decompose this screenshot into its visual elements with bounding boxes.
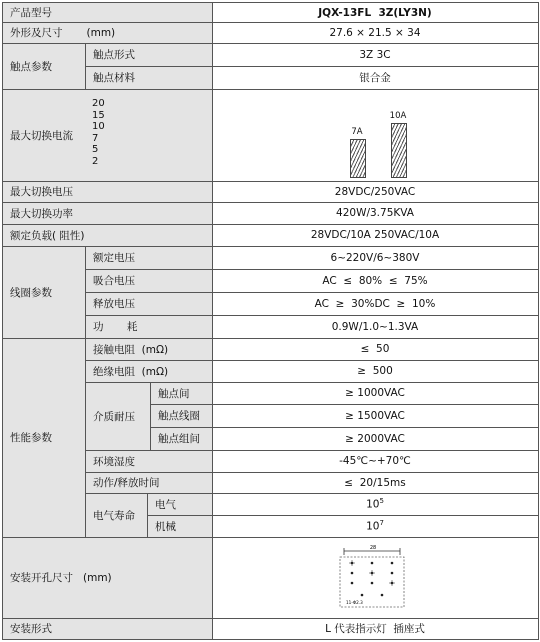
coil-row-label-cell xyxy=(85,292,212,315)
ambient-temp-label-cell xyxy=(85,450,212,472)
column-divider xyxy=(85,246,86,537)
pickup-voltage-label: 吸合电压 xyxy=(93,275,135,287)
row-divider xyxy=(2,338,539,339)
mounting-type-label-cell xyxy=(2,618,212,639)
contact-form-value-cell xyxy=(212,43,538,66)
mounting-hole xyxy=(351,582,354,585)
dielectric-label-cell xyxy=(85,382,150,450)
contact-coil-value-cell xyxy=(212,404,538,427)
mounting-hole xyxy=(391,562,394,565)
release-voltage-label: 释放电压 xyxy=(93,298,135,310)
column-divider xyxy=(85,43,86,89)
contact-material-value-cell xyxy=(212,66,538,89)
action-time-label: 动作/释放时间 xyxy=(93,477,160,489)
row-divider xyxy=(85,66,539,67)
contact-coil-label: 触点线圈 xyxy=(158,410,200,422)
row-divider xyxy=(85,315,539,316)
mechanical-life-value-cell xyxy=(212,515,538,537)
release-voltage-value-cell xyxy=(212,292,538,315)
dielectric-label: 介质耐压 xyxy=(93,410,135,423)
row-divider xyxy=(85,472,539,473)
coil-label: 线圈参数 xyxy=(10,286,52,299)
between-contacts-label: 触点间 xyxy=(158,387,190,400)
pickup-voltage-value: AC ≤ 80% ≤ 75% xyxy=(322,274,428,287)
contact-groups-label: 触点组间 xyxy=(158,433,200,445)
header-label: 产品型号 xyxy=(10,7,52,19)
contact-resistance-label: 接触电阻 (mΩ) xyxy=(93,343,169,356)
coil-row-label-cell xyxy=(85,269,212,292)
contact-params-label-cell xyxy=(2,43,85,89)
coil-row-label-cell xyxy=(85,315,212,338)
mechanical-life-value xyxy=(366,519,384,533)
insulation-resistance-label-cell xyxy=(85,360,212,382)
contact-params-label: 触点参数 xyxy=(10,60,52,73)
ambient-temp-value: -45℃~+70℃ xyxy=(339,455,411,467)
insulation-resistance-value: ≥ 500 xyxy=(357,365,393,377)
contact-coil-value: ≥ 1500VAC xyxy=(345,409,405,422)
row-divider xyxy=(2,246,539,247)
max-power-label-cell xyxy=(2,202,212,224)
between-contacts-value-cell xyxy=(212,382,538,404)
table-border xyxy=(2,2,3,640)
column-divider xyxy=(150,382,151,450)
electrical-life-value-cell xyxy=(212,493,538,515)
mechanical-life-base: 10 xyxy=(366,520,380,533)
max-current-label-cell xyxy=(2,89,85,181)
bar-value-label: 7A xyxy=(351,126,363,137)
current-legend xyxy=(92,98,105,168)
performance-label: 性能参数 xyxy=(10,432,52,444)
max-voltage-label: 最大切换电压 xyxy=(10,186,73,198)
mounting-type-value: L 代表指示灯 插座式 xyxy=(325,623,425,635)
power-consumption-label: 功 耗 xyxy=(93,321,138,333)
mounting-hole xyxy=(381,594,384,597)
max-current-label: 最大切换电流 xyxy=(10,129,73,142)
contact-groups-value: ≥ 2000VAC xyxy=(345,432,405,445)
hole-note: 11-Φ2.3 xyxy=(346,600,363,605)
dielectric-row-label-cell xyxy=(150,404,212,427)
mounting-holes-unit: (mm) xyxy=(83,571,112,584)
row-divider xyxy=(150,427,539,428)
contact-form-label: 触点形式 xyxy=(93,49,135,61)
dimensions-value: 27.6 × 21.5 × 34 xyxy=(329,26,421,39)
insulation-resistance-value-cell xyxy=(212,360,538,382)
row-divider xyxy=(85,450,539,451)
contact-groups-value-cell xyxy=(212,427,538,450)
row-divider xyxy=(85,269,539,270)
action-time-value-cell xyxy=(212,472,538,493)
mounting-hole xyxy=(361,594,364,597)
row-divider xyxy=(2,224,539,225)
rated-load-value-cell xyxy=(212,224,538,246)
between-contacts-value: ≥ 1000VAC xyxy=(345,387,405,399)
row-divider xyxy=(2,181,539,182)
mechanical-life-exponent: 7 xyxy=(379,519,384,528)
legend-number: 15 xyxy=(92,109,105,121)
mounting-hole xyxy=(371,582,374,585)
row-divider xyxy=(2,22,539,23)
contact-form-value: 3Z 3C xyxy=(359,48,391,61)
legend-number: 20 xyxy=(92,98,105,109)
row-divider xyxy=(147,515,539,516)
row-divider xyxy=(85,382,539,383)
action-time-label-cell xyxy=(85,472,212,493)
dielectric-row-label-cell xyxy=(150,382,212,404)
coil-label-cell xyxy=(2,246,85,338)
max-voltage-label-cell xyxy=(2,181,212,202)
release-voltage-value: AC ≥ 30%DC ≥ 10% xyxy=(314,297,436,310)
pickup-voltage-value-cell xyxy=(212,269,538,292)
electrical-life-exponent: 5 xyxy=(379,497,384,506)
dimensions-label: 外形及尺寸 xyxy=(10,27,63,39)
mechanical-life-label-cell xyxy=(147,515,212,537)
legend-number: 7 xyxy=(92,132,99,144)
row-divider xyxy=(2,537,539,538)
contact-form-label-cell xyxy=(85,43,212,66)
max-voltage-value-cell xyxy=(212,181,538,202)
header-label-cell xyxy=(2,3,212,22)
mounting-type-label: 安装形式 xyxy=(10,623,52,635)
electrical-life-value xyxy=(366,497,384,511)
bar-value-label: 10A xyxy=(389,111,407,121)
row-divider xyxy=(150,404,539,405)
table-border xyxy=(538,2,539,640)
coil-row-label-cell xyxy=(85,246,212,269)
row-divider xyxy=(2,43,539,44)
row-divider xyxy=(2,202,539,203)
max-power-value: 420W/3.75KVA xyxy=(336,207,414,219)
contact-material-label: 触点材料 xyxy=(93,72,135,84)
contact-material-label-cell xyxy=(85,66,212,89)
power-consumption-value: 0.9W/1.0~1.3VA xyxy=(331,320,419,333)
mounting-type-value-cell xyxy=(212,618,538,639)
ambient-temp-value-cell xyxy=(212,450,538,472)
dielectric-row-label-cell xyxy=(150,427,212,450)
dimensions-value-cell xyxy=(212,22,538,43)
mounting-holes-label-cell xyxy=(2,537,212,618)
max-power-label: 最大切换功率 xyxy=(10,207,73,220)
mounting-hole xyxy=(391,572,394,575)
row-divider xyxy=(2,618,539,619)
model-value: JQX-13FL 3Z(LY3N) xyxy=(318,6,432,19)
rated-voltage-value: 6~220V/6~380V xyxy=(330,251,420,264)
table-border xyxy=(2,2,539,3)
row-divider xyxy=(2,89,539,90)
contact-resistance-value-cell xyxy=(212,338,538,360)
mounting-hole xyxy=(351,572,354,575)
performance-label-cell xyxy=(2,338,85,537)
table-border xyxy=(2,639,539,640)
column-divider xyxy=(212,2,213,640)
legend-number: 5 xyxy=(92,144,99,156)
rated-load-label-cell xyxy=(2,224,212,246)
row-divider xyxy=(85,292,539,293)
insulation-resistance-label: 绝缘电阻 (mΩ) xyxy=(93,365,169,378)
mounting-hole xyxy=(371,562,374,565)
mounting-hole-drawing xyxy=(330,543,420,613)
max-voltage-value: 28VDC/250VAC xyxy=(334,185,416,198)
max-power-value-cell xyxy=(212,202,538,224)
legend-number: 2 xyxy=(92,155,99,167)
current-bar xyxy=(350,139,366,178)
hole-pattern xyxy=(351,562,394,597)
contact-resistance-value: ≤ 50 xyxy=(360,343,390,355)
mechanical-life-label: 机械 xyxy=(155,520,176,533)
life-label: 电气寿命 xyxy=(93,509,135,522)
action-time-value: ≤ 20/15ms xyxy=(344,476,406,489)
electrical-life-label-cell xyxy=(147,493,212,515)
dimensions-label-cell xyxy=(2,22,212,43)
mounting-holes-label: 安装开孔尺寸 xyxy=(10,572,73,584)
rated-voltage-value-cell xyxy=(212,246,538,269)
power-consumption-value-cell xyxy=(212,315,538,338)
electrical-life-label: 电气 xyxy=(155,498,176,511)
row-divider xyxy=(85,360,539,361)
row-divider xyxy=(85,493,539,494)
contact-material-value: 银合金 xyxy=(359,72,391,84)
life-label-cell xyxy=(85,493,147,537)
rated-load-label: 额定负载( 阻性) xyxy=(10,229,85,242)
dimension-label: 28 xyxy=(369,545,377,551)
dimensions-unit: (mm) xyxy=(86,26,116,39)
legend-number: 10 xyxy=(92,121,105,133)
ambient-temp-label: 环境湿度 xyxy=(93,455,135,468)
model-cell xyxy=(212,3,538,22)
current-bar xyxy=(391,123,407,178)
electrical-life-base: 10 xyxy=(366,498,380,511)
contact-resistance-label-cell xyxy=(85,338,212,360)
rated-voltage-label: 额定电压 xyxy=(93,252,135,264)
column-divider xyxy=(147,493,148,537)
rated-load-value: 28VDC/10A 250VAC/10A xyxy=(310,229,440,241)
